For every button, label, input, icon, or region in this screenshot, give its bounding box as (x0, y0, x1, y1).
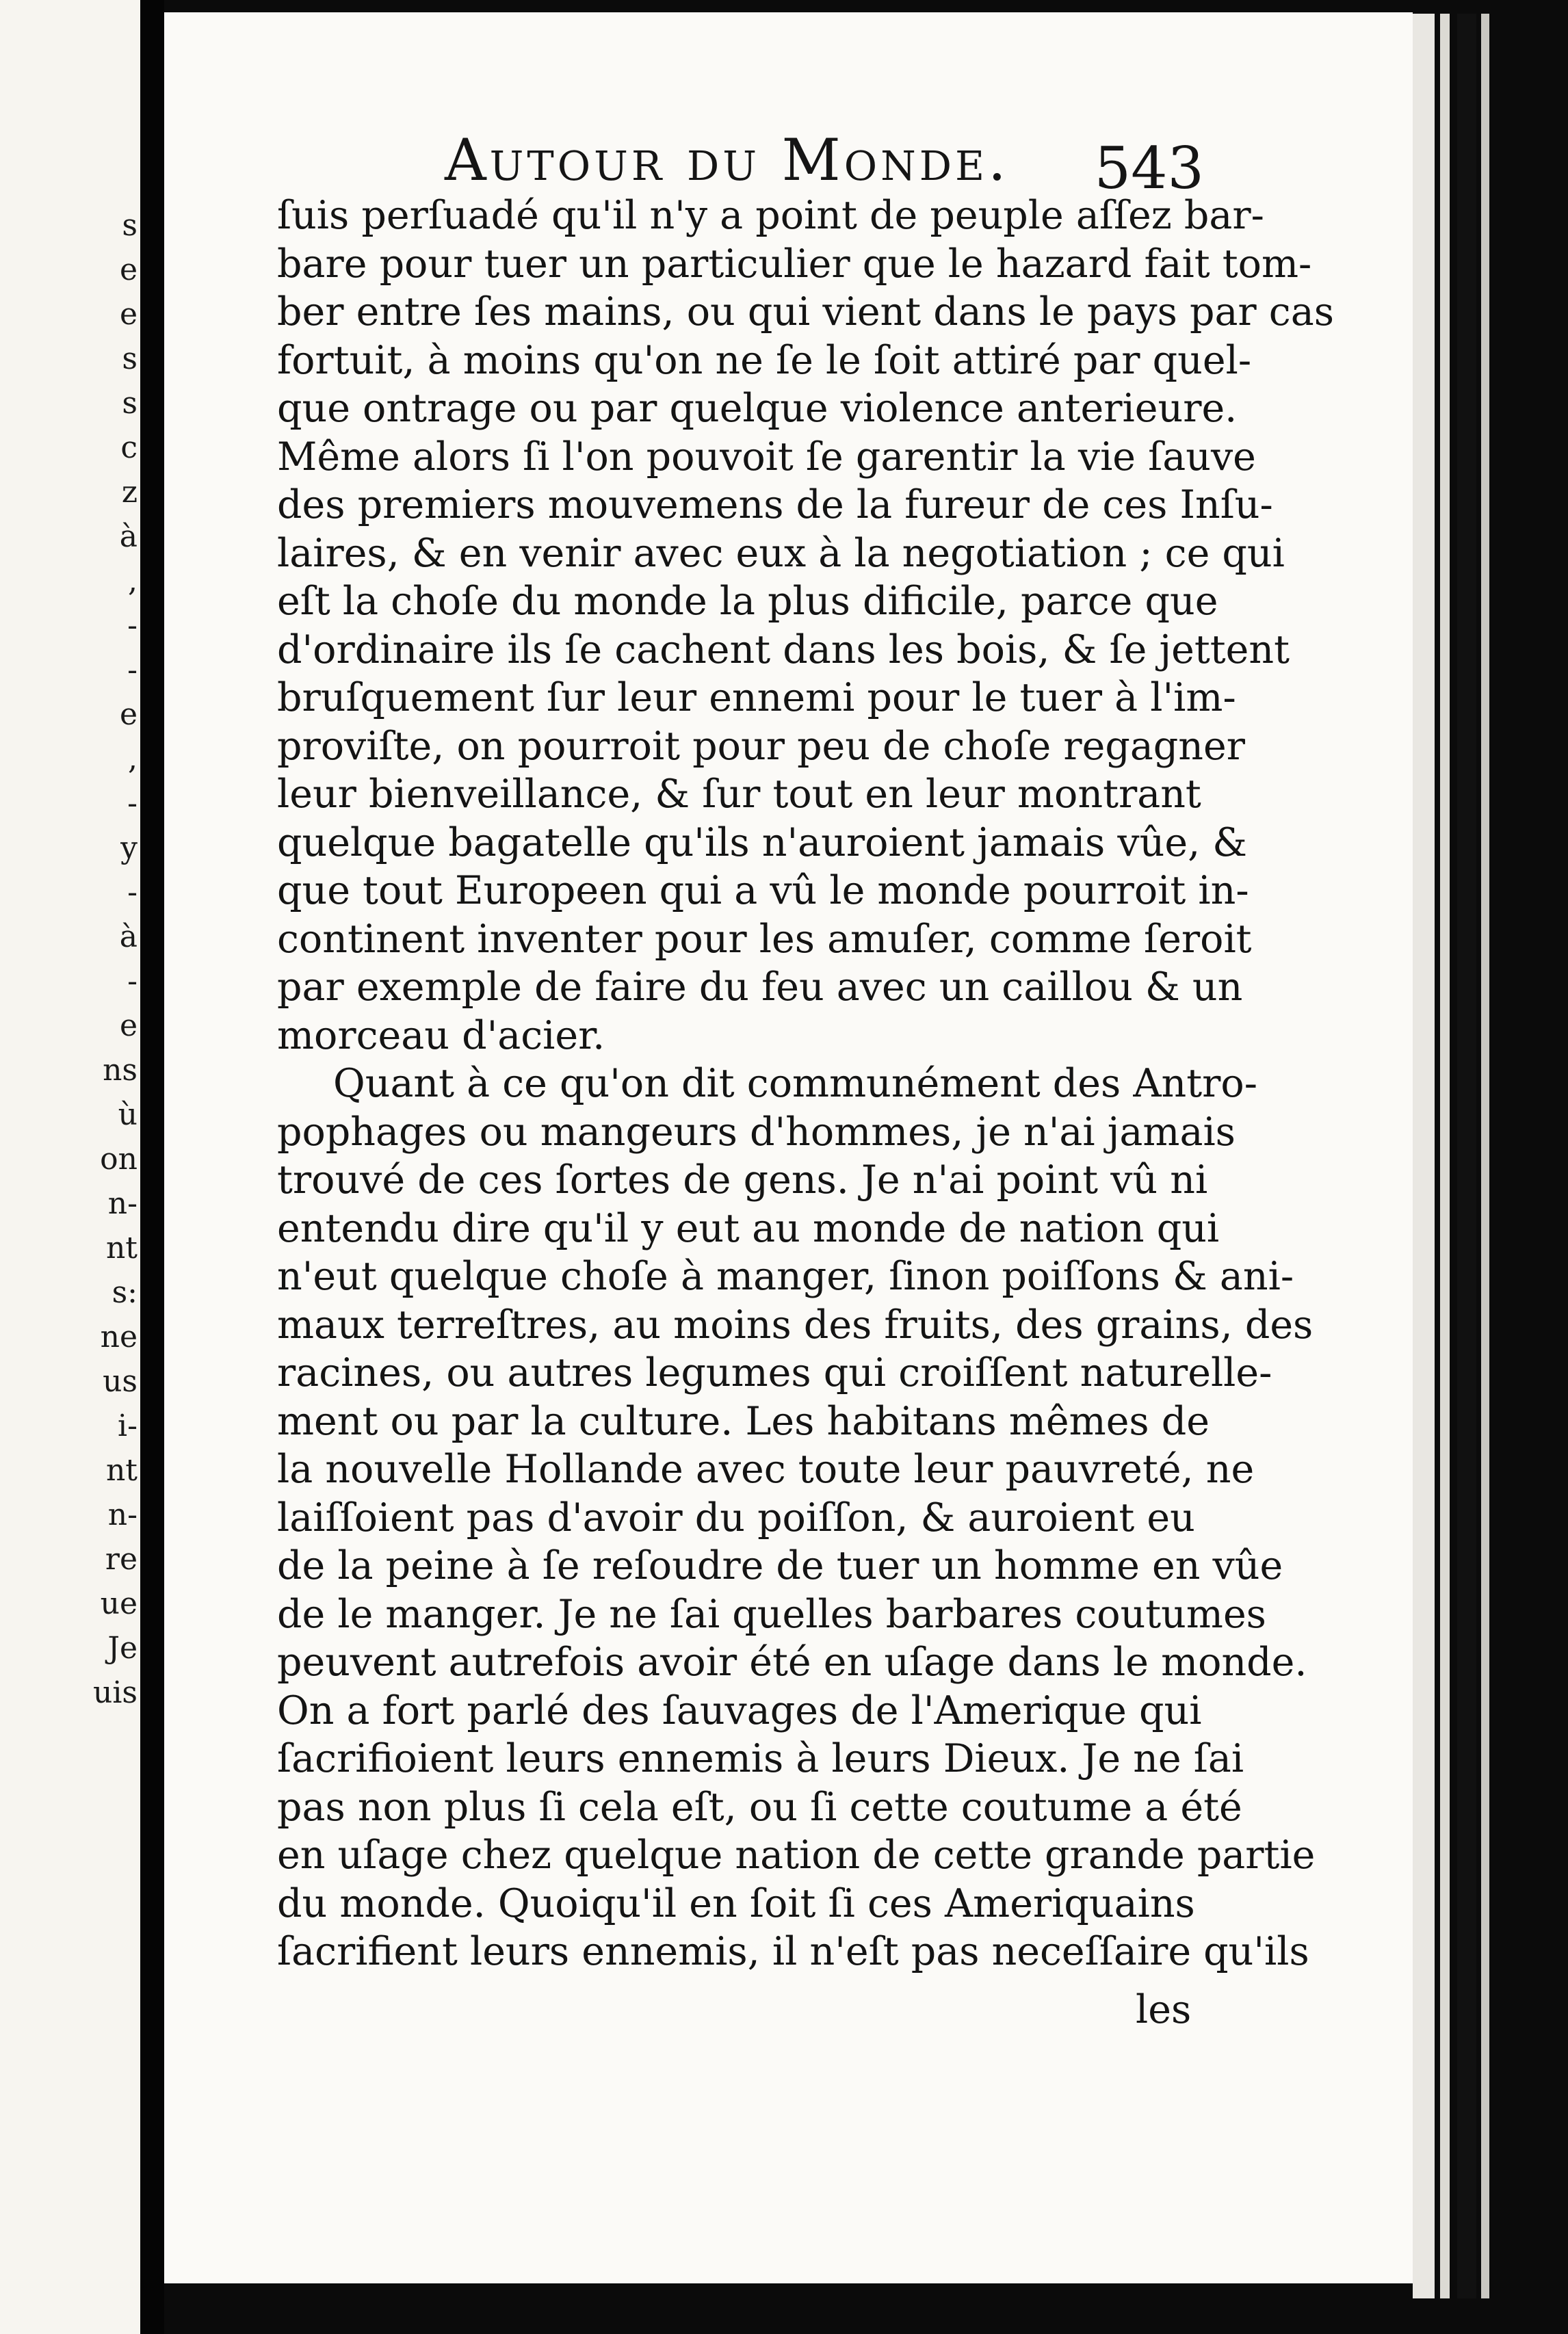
text-line: fortuit, à moins qu'on ne ſe le ſoit attiré par quel- (277, 337, 1252, 383)
left-page-line-fragment: - (127, 875, 138, 910)
text-line: eſt la choſe du monde la plus dificile, parce que (277, 579, 1218, 624)
text-line: ſacrifioient leurs ennemis à leurs Dieux. Je ne ſai (277, 1736, 1244, 1781)
text-line: maux terreſtres, au moins des fruits, des grains, des (277, 1302, 1314, 1348)
text-line: laires, & en venir avec eux à la negotiation ; ce qui (277, 530, 1285, 576)
book-cover-edge (1457, 14, 1476, 2298)
page-edges (1440, 14, 1450, 2298)
left-page-line-fragment: - (127, 608, 138, 643)
left-page-line-fragment: z (121, 475, 138, 510)
left-page-line-fragment: e (119, 252, 138, 287)
text-line: bare pour tuer un particulier que le hazard fait tom- (277, 241, 1312, 287)
left-page-line-fragment: ne (100, 1320, 138, 1354)
catchword: les (1136, 1987, 1192, 2032)
left-page-line-fragment: s (122, 341, 138, 376)
text-line: racines, ou autres legumes qui croiſſent naturelle- (277, 1350, 1272, 1395)
left-page-line-fragment: ù (118, 1097, 138, 1132)
text-line: pophages ou mangeurs d'hommes, je n'ai jamais (277, 1109, 1236, 1155)
left-page-line-fragment: n- (107, 1186, 138, 1221)
left-page-line-fragment: n- (107, 1497, 138, 1532)
text-line: entendu dire qu'il y eut au monde de nation qui (277, 1205, 1220, 1251)
text-line: par exemple de faire du feu avec un caillou & un (277, 965, 1243, 1010)
running-title: Autour du Monde. (445, 127, 1010, 194)
left-page-line-fragment: s: (112, 1275, 138, 1310)
left-page-line-fragment: ue (100, 1586, 138, 1621)
left-page-line-fragment: - (127, 786, 138, 821)
text-line: n'eut quelque choſe à manger, ſinon poiſſons & ani- (277, 1254, 1294, 1299)
text-line: de le manger. Je ne ſai quelles barbares coutumes (277, 1591, 1266, 1637)
text-line: On a fort parlé des ſauvages de l'Amerique qui (277, 1688, 1202, 1733)
book-spine (140, 0, 164, 2334)
left-page-line-fragment: nt (105, 1453, 138, 1488)
page-number: 543 (1094, 135, 1204, 202)
text-line: laiſſoient pas d'avoir du poiſſon, & auroient eu (277, 1495, 1195, 1540)
left-page-line-fragment: re (105, 1542, 138, 1577)
text-line: trouvé de ces ſortes de gens. Je n'ai point vû ni (277, 1157, 1208, 1203)
text-line: morceau d'acier. (277, 1012, 605, 1058)
text-line: Quant à ce qu'on dit communément des Antro- (333, 1061, 1257, 1106)
running-head (280, 127, 1204, 202)
left-page-line-fragment: nt (105, 1231, 138, 1266)
text-line: que tout Europeen qui a vû le monde pourroit in- (277, 868, 1249, 913)
left-page-line-fragment: us (103, 1364, 138, 1399)
text-line: des premiers mouvemens de la fureur de ces Inſu- (277, 482, 1273, 527)
left-page-line-fragment: - (127, 964, 138, 999)
text-line: quelque bagatelle qu'ils n'auroient jamais vûe, & (277, 819, 1248, 865)
text-line: peuvent autrefois avoir été en uſage dans le monde. (277, 1640, 1307, 1685)
text-line: de la peine à ſe reſoudre de tuer un homme en vûe (277, 1543, 1283, 1588)
page-edges (1413, 14, 1435, 2298)
left-page-line-fragment: s (122, 208, 138, 243)
text-line: ber entre ſes mains, ou qui vient dans le pays par cas (277, 289, 1334, 335)
text-line: proviſte, on pourroit pour peu de choſe regagner (277, 723, 1245, 769)
text-line: ſuis perſuadé qu'il n'y a point de peuple aſſez bar- (277, 193, 1264, 238)
left-page-line-fragment: i- (118, 1408, 138, 1443)
text-line: bruſquement ſur leur ennemi pour le tuer à l'im- (277, 675, 1236, 720)
left-page-line-fragment: s (122, 386, 138, 421)
text-line: pas non plus ſi cela eſt, ou ſi cette coutume a été (277, 1784, 1242, 1830)
text-line: d'ordinaire ils ſe cachent dans les bois, & ſe jettent (277, 627, 1290, 672)
left-page-line-fragment: ns (103, 1053, 138, 1088)
left-page-line-fragment: c (120, 430, 138, 465)
text-line: Même alors ſi l'on pouvoit ſe garentir la vie ſauve (277, 434, 1256, 480)
left-page-line-fragment: - (127, 653, 138, 687)
left-page-line-fragment: e (119, 697, 138, 732)
page-edges (1481, 14, 1489, 2298)
left-page-line-fragment: , (128, 742, 138, 776)
left-page-line-fragment: uis (93, 1675, 138, 1710)
left-page-line-fragment: e (119, 297, 138, 332)
text-line: du monde. Quoiqu'il en ſoit ſi ces Ameriquains (277, 1880, 1195, 1926)
text-line: en uſage chez quelque nation de cette grande partie (277, 1833, 1316, 1878)
left-page-line-fragment: e (119, 1008, 138, 1043)
left-page-line-fragment: à (119, 519, 138, 554)
text-line: leur bienveillance, & ſur tout en leur montrant (277, 772, 1201, 817)
text-line: ſacrifient leurs ennemis, il n'eſt pas neceſſaire qu'ils (277, 1929, 1309, 1974)
left-page-line-fragment: Je (107, 1631, 138, 1666)
left-page-line-fragment: à (119, 919, 138, 954)
left-page-fragment (0, 0, 140, 2334)
text-line: ment ou par la culture. Les habitans mêmes de (277, 1398, 1210, 1444)
left-page-line-fragment: on (100, 1142, 138, 1177)
left-page-line-fragment: y (120, 830, 138, 865)
text-line: que ontrage ou par quelque violence anterieure. (277, 386, 1238, 431)
text-line: la nouvelle Hollande avec toute leur pauvreté, ne (277, 1447, 1255, 1492)
left-page-line-fragment: , (128, 564, 138, 599)
text-line: continent inventer pour les amuſer, comme ſeroit (277, 916, 1252, 962)
